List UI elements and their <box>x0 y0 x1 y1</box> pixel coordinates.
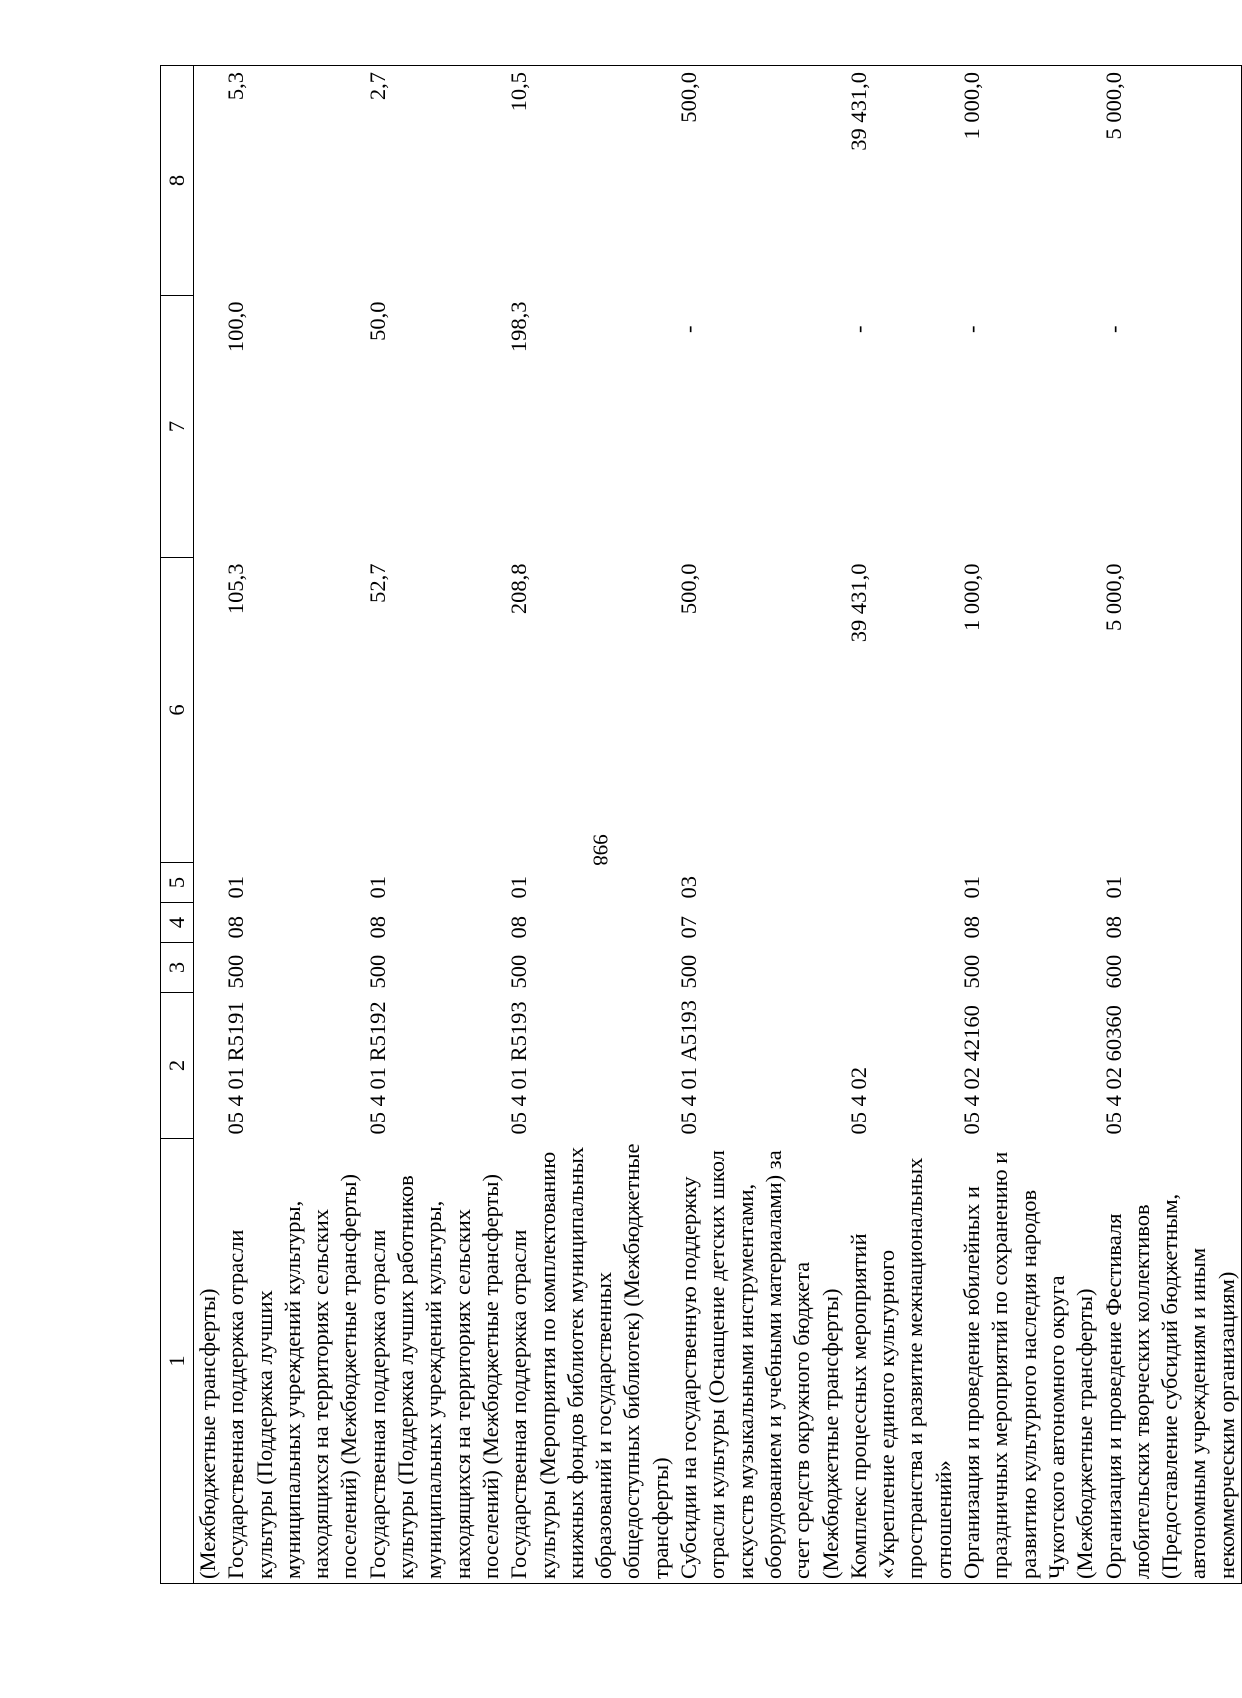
row-code: 05 4 01 А5193 <box>676 1000 702 1135</box>
row-name: Комплекс процессных мероприятий «Укрепление единого культурного пространства и развитие межнациональных отношений» <box>845 1139 958 1584</box>
rotated-table-area <box>160 66 1239 1584</box>
header-col-8: 8 <box>161 66 194 296</box>
row-col-5 <box>845 863 958 903</box>
row-col-3: 600 <box>1100 943 1242 993</box>
row-col-5: 01 <box>1100 863 1242 903</box>
row-col-6: 52,7 <box>364 563 390 603</box>
row-col-5: 01 <box>223 876 249 899</box>
row-col-4 <box>194 903 223 943</box>
row-col-4: 07 <box>676 916 702 939</box>
row-name: (Межбюджетные трансферты) <box>194 1139 223 1584</box>
row-col-3: 500 <box>364 954 390 989</box>
header-col-2: 2 <box>161 993 194 1139</box>
row-code: 05 4 02 42160 <box>959 1005 985 1135</box>
row-col-3: 500 <box>676 954 702 989</box>
row-col-7: 50,0 <box>364 301 390 341</box>
row-col-8: 39 431,0 <box>845 66 958 296</box>
row-col-5: 01 <box>959 876 985 899</box>
table-row <box>958 66 1099 1584</box>
row-col-8 <box>194 66 223 296</box>
row-col-4: 08 <box>223 916 249 939</box>
row-col-6: 39 431,0 <box>845 563 871 643</box>
row-name: Государственная поддержка отрасли культуры (Поддержка лучших муниципальных учреждений культуры, находящихся на территориях сельских поселений) (Межбюджетные трансферты) <box>222 1139 363 1584</box>
row-col-7: - <box>845 325 871 333</box>
row-col-7: 198,3 <box>506 301 532 353</box>
row-code: 05 4 01 R5193 <box>506 1001 532 1135</box>
row-col-4 <box>845 903 958 943</box>
row-name: Государственная поддержка отрасли культуры (Мероприятия по комплектованию книжных фондов библиотек муниципальных образований и государственных общедоступных библиотек) (Межбюджетные трансферты) <box>505 1139 675 1584</box>
row-col-5: 01 <box>506 876 532 899</box>
row-col-4: 08 <box>959 916 985 939</box>
header-col-7: 7 <box>161 296 194 558</box>
row-col-6: 105,3 <box>223 563 249 615</box>
table-row <box>675 66 845 1584</box>
row-col-7: 100,0 <box>223 301 249 353</box>
row-col-6: 208,8 <box>506 563 532 615</box>
row-col-7: - <box>1100 296 1242 558</box>
row-code: 05 4 02 60360 <box>1100 993 1242 1139</box>
row-name: Организация и проведение юбилейных и праздничных мероприятий по сохранению и развитию культурного наследия народов Чукотского автономного округа (Межбюджетные трансферты) <box>958 1139 1099 1584</box>
row-col-8: 5 000,0 <box>1100 66 1242 296</box>
header-col-1: 1 <box>161 1139 194 1584</box>
row-col-6: 500,0 <box>676 563 702 615</box>
budget-table <box>160 65 1242 1584</box>
header-col-3: 3 <box>161 943 194 993</box>
row-col-3: 500 <box>223 954 249 989</box>
table-row <box>845 66 958 1584</box>
row-col-3: 500 <box>959 954 985 989</box>
row-col-8: 2,7 <box>364 66 505 296</box>
row-name: Организация и проведение Фестиваля любительских творческих коллективов (Предоставление субсидий бюджетным, автономным учреждениям и иным некоммерческим организациям) <box>1100 1139 1242 1584</box>
header-col-4: 4 <box>161 903 194 943</box>
header-col-6: 6 <box>161 558 194 863</box>
row-col-8: 10,5 <box>505 66 675 296</box>
row-code <box>194 993 223 1139</box>
row-col-8: 500,0 <box>675 66 845 296</box>
row-code: 05 4 02 <box>845 1067 871 1135</box>
page-number: 998 <box>588 834 613 866</box>
row-col-5: 01 <box>364 876 390 899</box>
row-col-3: 500 <box>506 954 532 989</box>
row-code: 05 4 01 R5191 <box>223 1001 249 1135</box>
row-col-4: 08 <box>506 916 532 939</box>
table-row <box>1100 66 1242 1584</box>
row-name: Государственная поддержка отрасли культуры (Поддержка лучших работников муниципальных учреждений культуры, находящихся на территориях сельских поселений) (Межбюджетные трансферты) <box>364 1139 505 1584</box>
table-row <box>194 66 223 1584</box>
table-row <box>364 66 505 1584</box>
row-col-4: 08 <box>1100 903 1242 943</box>
row-col-4: 08 <box>364 916 390 939</box>
table-row <box>222 66 363 1584</box>
row-name: Субсидии на государственную поддержку отрасли культуры (Оснащение детских школ искусств музыкальными инструментами, оборудованием и учебными материалами) за счет средств окружного бюджета (Межбюджетные трансферты) <box>675 1139 845 1584</box>
row-col-5: 03 <box>676 876 702 899</box>
table-row <box>505 66 675 1584</box>
row-col-7 <box>194 296 223 558</box>
row-col-5 <box>194 863 223 903</box>
row-col-7: - <box>959 325 985 333</box>
row-col-6 <box>194 558 223 863</box>
row-code: 05 4 01 R5192 <box>364 1001 390 1135</box>
row-col-3 <box>194 943 223 993</box>
header-row <box>161 66 194 1584</box>
row-col-3 <box>845 943 958 993</box>
row-col-6: 5 000,0 <box>1100 558 1242 863</box>
row-col-7: - <box>676 325 702 333</box>
header-col-5: 5 <box>161 863 194 903</box>
row-col-8: 1 000,0 <box>958 66 1099 296</box>
row-col-6: 1 000,0 <box>959 563 985 631</box>
row-col-8: 5,3 <box>222 66 363 296</box>
